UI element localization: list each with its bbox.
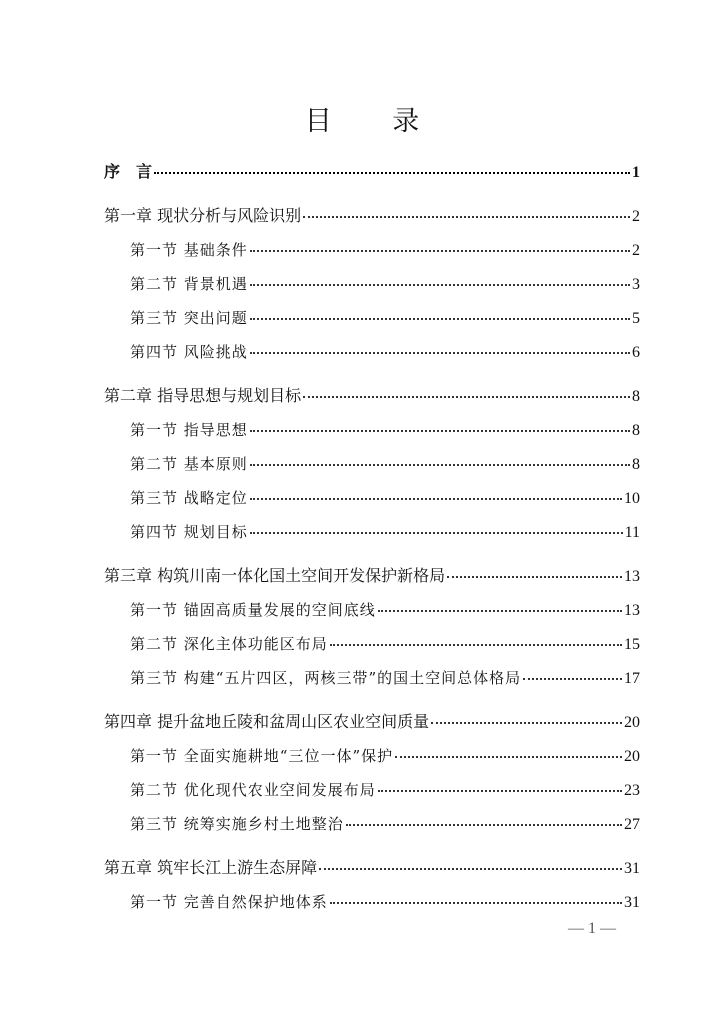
dot-leader [330, 902, 622, 904]
toc-section-entry[interactable] [130, 520, 640, 544]
toc-entry-page: 13 [624, 602, 640, 619]
toc-entry-page: 8 [632, 388, 640, 405]
toc-entry-label: 第一节 指导思想 [130, 421, 248, 439]
toc-section-entry[interactable] [130, 890, 640, 914]
dot-leader [250, 284, 630, 286]
toc-entry-page: 2 [632, 242, 640, 259]
toc-entry-page: 17 [624, 670, 640, 687]
toc-entry-label: 第四节 风险挑战 [130, 343, 248, 361]
dot-leader [447, 576, 622, 578]
toc-entry-label: 第一节 锚固高质量发展的空间底线 [130, 601, 376, 619]
toc-section-entry[interactable] [130, 744, 640, 768]
toc-chapter-entry[interactable] [104, 710, 640, 734]
toc-section-entry[interactable] [130, 486, 640, 510]
toc-entry-label: 第五章 筑牢长江上游生态屏障 [104, 858, 318, 877]
page-number: — 1 — [568, 920, 616, 937]
toc-section-entry[interactable] [130, 632, 640, 656]
dot-leader [330, 644, 622, 646]
toc-entry-label: 序 言 [104, 162, 153, 181]
dot-leader [319, 868, 622, 870]
dot-leader [250, 318, 630, 320]
dot-leader [378, 790, 622, 792]
toc-chapter-entry[interactable] [104, 204, 640, 228]
toc-entry-page: 27 [624, 816, 640, 833]
dot-leader [431, 722, 622, 724]
dot-leader [154, 172, 630, 174]
toc-entry-page: 3 [632, 276, 640, 293]
toc-entry-page: 31 [624, 894, 640, 911]
toc-chapter-entry[interactable] [104, 564, 640, 588]
toc-chapter-entry[interactable] [104, 384, 640, 408]
dot-leader [303, 216, 630, 218]
toc-entry-page: 5 [632, 310, 640, 327]
toc-entry-label: 第二节 优化现代农业空间发展布局 [130, 781, 376, 799]
toc-section-entry[interactable] [130, 778, 640, 802]
dot-leader [523, 678, 622, 680]
toc-section-entry[interactable] [130, 340, 640, 364]
toc-section-entry[interactable] [130, 418, 640, 442]
toc-entry-page: 11 [624, 524, 640, 541]
toc-section-entry[interactable] [130, 666, 640, 690]
dot-leader [250, 430, 630, 432]
toc-entry-page: 23 [624, 782, 640, 799]
toc-entry-page: 31 [624, 860, 640, 877]
toc-entry-label: 第三章 构筑川南一体化国土空间开发保护新格局 [104, 566, 446, 585]
toc-entry-label: 第二节 背景机遇 [130, 275, 248, 293]
toc-title: 目 录 [304, 106, 446, 137]
toc-section-entry[interactable] [130, 452, 640, 476]
toc-section-entry[interactable] [130, 812, 640, 836]
toc-entry-page: 1 [632, 164, 640, 181]
toc-entry-page: 13 [624, 568, 640, 585]
dot-leader [250, 532, 623, 534]
toc-entry-page: 8 [632, 456, 640, 473]
toc-entry-label: 第二节 基本原则 [130, 455, 248, 473]
toc-entry-label: 第一节 全面实施耕地“三位一体”保护 [130, 747, 394, 765]
toc-section-entry[interactable] [130, 598, 640, 622]
toc-entry-label: 第三节 构建“五片四区，两核三带”的国土空间总体格局 [130, 669, 522, 687]
toc-entry-label: 第一章 现状分析与风险识别 [104, 206, 302, 225]
toc-entry-label: 第三节 突出问题 [130, 309, 248, 327]
toc-chapter-entry[interactable] [104, 160, 640, 184]
toc-entry-label: 第二节 深化主体功能区布局 [130, 635, 328, 653]
toc-chapter-entry[interactable] [104, 856, 640, 880]
toc-entry-label: 第二章 指导思想与规划目标 [104, 386, 302, 405]
toc-entry-label: 第一节 完善自然保护地体系 [130, 893, 328, 911]
toc-entry-page: 20 [624, 748, 640, 765]
toc-entry-label: 第四章 提升盆地丘陵和盆周山区农业空间质量 [104, 712, 430, 731]
toc-entry-page: 8 [632, 422, 640, 439]
toc-entry-label: 第一节 基础条件 [130, 241, 248, 259]
dot-leader [250, 250, 630, 252]
toc-entry-page: 15 [624, 636, 640, 653]
toc-entry-label: 第三节 统筹实施乡村土地整治 [130, 815, 344, 833]
toc-entry-label: 第四节 规划目标 [130, 523, 248, 541]
dot-leader [303, 396, 630, 398]
toc-entry-page: 10 [624, 490, 640, 507]
toc-entry-page: 20 [624, 714, 640, 731]
toc-entry-label: 第三节 战略定位 [130, 489, 248, 507]
toc-entry-page: 2 [632, 208, 640, 225]
toc-entry-page: 6 [632, 344, 640, 361]
toc-section-entry[interactable] [130, 306, 640, 330]
dot-leader [378, 610, 622, 612]
toc-section-entry[interactable] [130, 272, 640, 296]
dot-leader [250, 464, 630, 466]
dot-leader [250, 352, 630, 354]
dot-leader [395, 756, 622, 758]
dot-leader [250, 498, 622, 500]
dot-leader [346, 824, 622, 826]
toc-section-entry[interactable] [130, 238, 640, 262]
